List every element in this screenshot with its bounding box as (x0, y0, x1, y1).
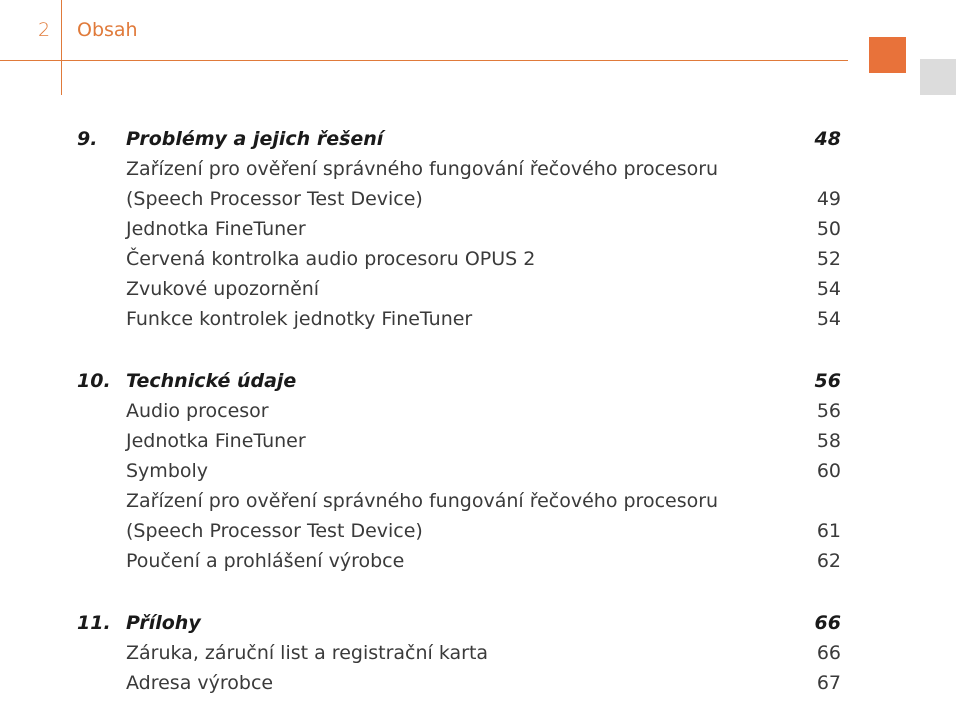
entry-text: Jednotka FineTuner (126, 430, 306, 452)
entry-text: Adresa výrobce (126, 672, 274, 694)
header-vertical-rule (61, 0, 62, 95)
entry-page: 58 (816, 430, 841, 452)
orange-square-decoration (869, 37, 906, 73)
entry-text: (Speech Processor Test Device) (126, 520, 423, 542)
entry-text: (Speech Processor Test Device) (126, 188, 423, 210)
section-number: 10. (77, 370, 111, 392)
entry-text: Funkce kontrolek jednotky FineTuner (126, 308, 473, 330)
entry-page: 67 (816, 672, 841, 694)
entry-text: Zařízení pro ověření správného fungování řečového procesoru (126, 490, 719, 512)
section-title: Technické údaje (126, 370, 297, 392)
entry-page: 56 (816, 400, 841, 422)
entry-text: Audio procesor (126, 400, 269, 422)
toc-entry[interactable] (126, 490, 841, 520)
toc-entry[interactable] (126, 672, 841, 702)
section-title: Přílohy (126, 612, 201, 634)
toc-entry[interactable] (126, 248, 841, 278)
entry-text: Zařízení pro ověření správného fungování řečového procesoru (126, 158, 719, 180)
entry-text: Zvukové upozornění (126, 278, 320, 300)
section-page: 66 (814, 612, 841, 634)
toc-entry[interactable] (126, 158, 841, 188)
toc-entry[interactable] (126, 430, 841, 460)
section-page: 56 (814, 370, 841, 392)
page-title: Obsah (77, 19, 138, 41)
entry-page: 66 (816, 642, 841, 664)
entry-text: Poučení a prohlášení výrobce (126, 550, 405, 572)
toc-entry[interactable] (126, 188, 841, 218)
section-number: 9. (77, 128, 98, 150)
entry-page: 49 (816, 188, 841, 210)
toc-entry[interactable] (126, 218, 841, 248)
page-number: 2 (38, 19, 51, 41)
toc-entry[interactable] (126, 520, 841, 550)
toc-section-heading[interactable] (126, 370, 841, 400)
toc-entry[interactable] (126, 278, 841, 308)
section-number: 11. (77, 612, 111, 634)
entry-page: 52 (816, 248, 841, 270)
entry-text: Záruka, záruční list a registrační karta (126, 642, 489, 664)
section-page: 48 (814, 128, 841, 150)
toc-entry[interactable] (126, 642, 841, 672)
toc-entry[interactable] (126, 550, 841, 580)
toc-entry[interactable] (126, 308, 841, 338)
section-title: Problémy a jejich řešení (126, 128, 384, 150)
toc-entry[interactable] (126, 400, 841, 430)
entry-text: Červená kontrolka audio procesoru OPUS 2 (126, 248, 536, 270)
entry-text: Symboly (126, 460, 209, 482)
header-horizontal-rule (0, 60, 848, 61)
entry-page: 61 (816, 520, 841, 542)
entry-page: 60 (816, 460, 841, 482)
toc-section-heading[interactable] (126, 128, 841, 158)
entry-text: Jednotka FineTuner (126, 218, 306, 240)
toc-entry[interactable] (126, 460, 841, 490)
entry-page: 62 (816, 550, 841, 572)
toc-section-heading[interactable] (126, 612, 841, 642)
gray-square-decoration (920, 59, 956, 95)
entry-page: 50 (816, 218, 841, 240)
entry-page: 54 (816, 278, 841, 300)
entry-page: 54 (816, 308, 841, 330)
